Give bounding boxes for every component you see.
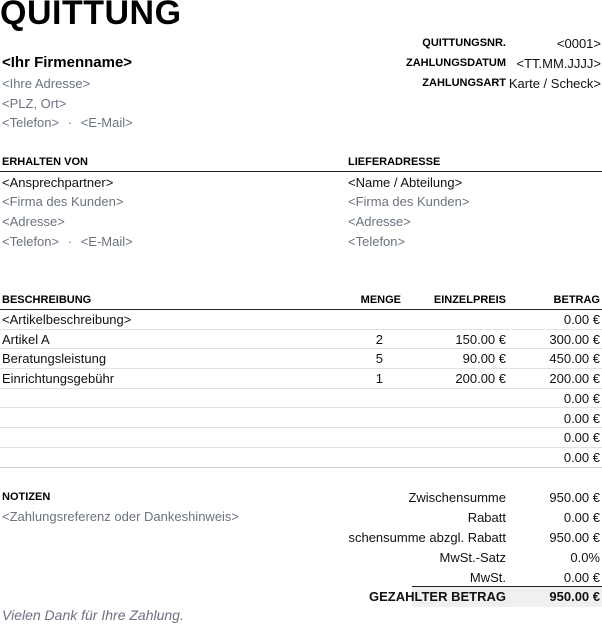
- company-city: <PLZ, Ort>: [2, 96, 67, 111]
- payment-method-label: ZAHLUNGSART: [422, 77, 506, 89]
- payment-date: <TT.MM.JJJJ>: [516, 56, 601, 71]
- subtotal-after-discount-label: schensumme abzgl. Rabatt: [348, 530, 506, 545]
- company-contact-line: [2, 115, 133, 130]
- receipt-number-label: QUITTUNGSNR.: [422, 37, 506, 49]
- cell-description: Einrichtungsgebühr: [2, 371, 115, 387]
- notes-heading: NOTIZEN: [2, 491, 51, 503]
- row-divider: [0, 467, 602, 468]
- receipt-number: <0001>: [556, 36, 601, 51]
- column-header-description: BESCHREIBUNG: [2, 294, 92, 306]
- payment-method: Karte / Scheck>: [508, 76, 601, 91]
- cell-amount: 0.00 €: [563, 449, 600, 465]
- cell-unit-price: 90.00 €: [462, 351, 506, 367]
- table-row: [0, 428, 602, 448]
- cell-amount: 0.00 €: [563, 390, 600, 406]
- customer-contact: <Ansprechpartner>: [2, 175, 114, 190]
- table-row: [0, 448, 602, 468]
- vat-label: MwSt.: [469, 570, 506, 585]
- cell-amount: 0.00 €: [563, 430, 600, 446]
- separator-dot: ·: [67, 115, 73, 130]
- cell-unit-price: 200.00 €: [455, 371, 506, 387]
- delivery-company: <Firma des Kunden>: [348, 194, 470, 209]
- company-phone: <Telefon>: [2, 115, 60, 130]
- column-header-amount: BETRAG: [553, 294, 600, 306]
- thank-you-note: Vielen Dank für Ihre Zahlung.: [2, 607, 184, 623]
- table-row: [0, 310, 602, 330]
- cell-amount: 300.00 €: [549, 331, 600, 347]
- cell-description: <Artikelbeschreibung>: [2, 312, 132, 327]
- table-row: [0, 330, 602, 350]
- vat-rate-value: 0.0%: [570, 550, 600, 565]
- customer-email: <E-Mail>: [80, 234, 133, 249]
- cell-amount: 200.00 €: [549, 371, 600, 387]
- divider: [0, 171, 602, 172]
- discount-label: Rabatt: [467, 510, 506, 525]
- vat-rate-label: MwSt.-Satz: [439, 550, 506, 565]
- customer-address: <Adresse>: [2, 214, 65, 229]
- cell-quantity: 1: [375, 371, 383, 387]
- subtotal-after-discount-value: 950.00 €: [549, 530, 600, 545]
- cell-amount: 0.00 €: [563, 410, 600, 426]
- cell-unit-price: 150.00 €: [455, 331, 506, 347]
- paid-amount-divider: [412, 586, 602, 587]
- column-header-quantity: MENGE: [360, 294, 401, 306]
- payment-date-label: ZAHLUNGSDATUM: [405, 57, 506, 69]
- cell-amount: 450.00 €: [549, 351, 600, 367]
- table-row: [0, 389, 602, 409]
- cell-quantity: 2: [375, 331, 383, 347]
- notes-text: <Zahlungsreferenz oder Dankeshinweis>: [2, 509, 240, 524]
- company-email: <E-Mail>: [80, 115, 133, 130]
- cell-amount: 0.00 €: [563, 312, 600, 327]
- paid-amount-value: 950.00 €: [549, 589, 600, 604]
- customer-contact-line: [2, 234, 133, 249]
- vat-value: 0.00 €: [563, 570, 600, 585]
- table-row: [0, 369, 602, 389]
- delivery-name: <Name / Abteilung>: [348, 175, 463, 190]
- page-title: QUITTUNG: [0, 0, 182, 32]
- company-address: <Ihre Adresse>: [2, 76, 91, 91]
- table-row: [0, 409, 602, 429]
- column-header-unit-price: EINZELPREIS: [433, 294, 506, 306]
- paid-amount-label: GEZAHLTER BETRAG: [369, 589, 506, 604]
- separator-dot: ·: [67, 234, 73, 249]
- delivery-phone: <Telefon>: [348, 234, 406, 249]
- delivery-address: <Adresse>: [348, 214, 411, 229]
- cell-quantity: 5: [375, 351, 383, 367]
- received-from-heading: ERHALTEN VON: [2, 156, 88, 168]
- company-name: <Ihr Firmenname>: [2, 54, 133, 71]
- subtotal-value: 950.00 €: [549, 490, 600, 505]
- cell-description: Beratungsleistung: [2, 351, 107, 367]
- subtotal-label: Zwischensumme: [408, 490, 506, 505]
- customer-phone: <Telefon>: [2, 234, 60, 249]
- delivery-heading: LIEFERADRESSE: [348, 156, 441, 168]
- customer-company: <Firma des Kunden>: [2, 194, 124, 209]
- table-row: [0, 349, 602, 369]
- cell-description: Artikel A: [2, 331, 50, 347]
- discount-value: 0.00 €: [563, 510, 600, 525]
